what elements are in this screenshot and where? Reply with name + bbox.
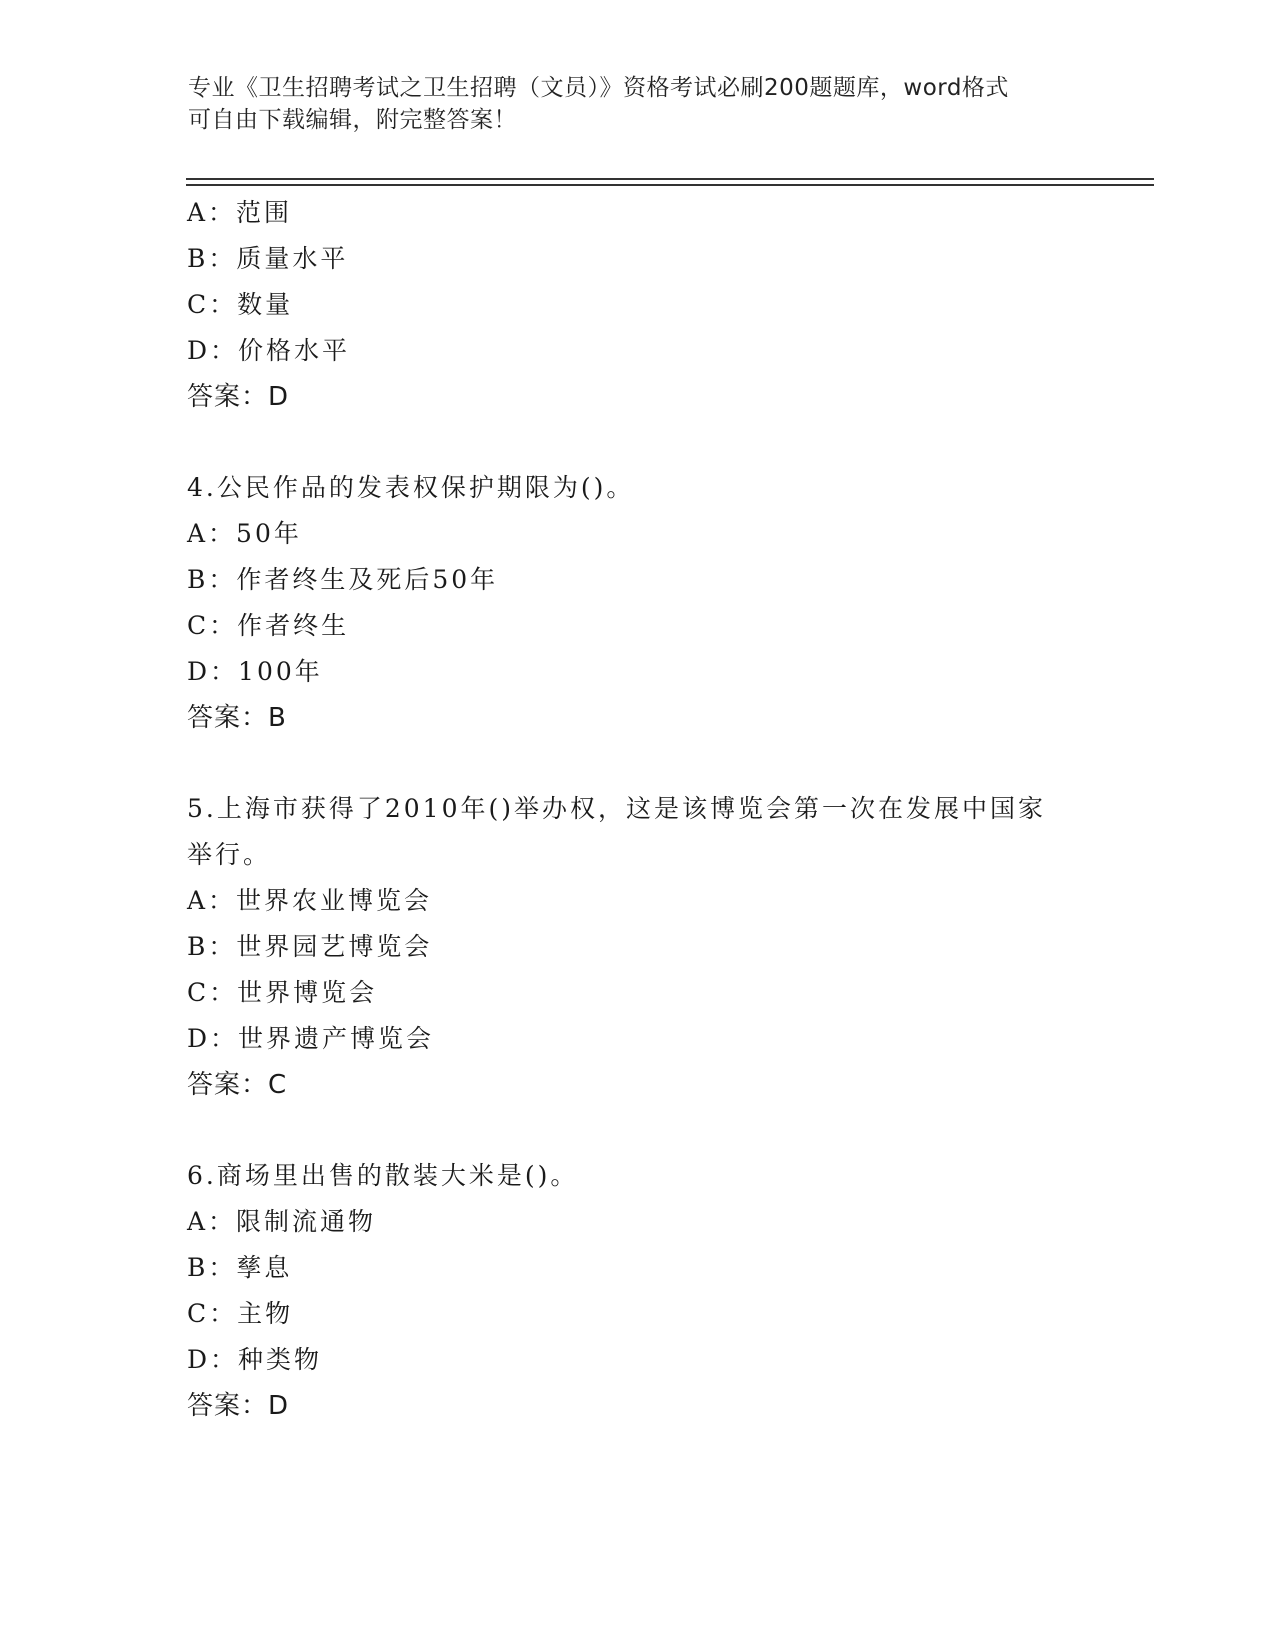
answer: 答案：B <box>187 703 287 733</box>
option-d: D：价格水平 <box>187 336 351 365</box>
option-b: B：质量水平 <box>187 244 349 273</box>
option-b: B：作者终生及死后50年 <box>187 565 499 594</box>
answer: 答案：C <box>187 1070 288 1100</box>
option-c: C：世界博览会 <box>187 978 378 1007</box>
document-header <box>188 72 1068 136</box>
question-text: 6.商场里出售的散装大米是()。 <box>187 1161 579 1190</box>
question-text-line-1: 5.上海市获得了2010年()举办权，这是该博览会第一次在发展中国家 <box>187 794 1046 823</box>
header-rule-top <box>186 178 1154 180</box>
option-a: A：限制流通物 <box>187 1207 377 1236</box>
answer: 答案：D <box>187 382 290 412</box>
header-line-1: 专业《卫生招聘考试之卫生招聘（文员）》资格考试必刷200题题库，word格式 <box>188 75 1009 101</box>
option-b: B：孳息 <box>187 1253 293 1282</box>
option-a: A：世界农业博览会 <box>187 886 433 915</box>
question-6 <box>187 1153 1087 1429</box>
option-a: A：50年 <box>187 519 302 548</box>
question-4 <box>187 465 1087 741</box>
header-line-2: 可自由下载编辑，附完整答案！ <box>188 107 517 133</box>
question-text: 4.公民作品的发表权保护期限为()。 <box>187 473 635 502</box>
option-c: C：数量 <box>187 290 294 319</box>
header-rule-bottom <box>186 184 1154 186</box>
option-d: D：种类物 <box>187 1345 323 1374</box>
question-list <box>187 190 1087 1429</box>
option-a: A：范围 <box>187 198 293 227</box>
option-d: D：100年 <box>187 657 323 686</box>
option-c: C：主物 <box>187 1299 294 1328</box>
option-c: C：作者终生 <box>187 611 350 640</box>
question-text-line-2: 举行。 <box>187 840 272 869</box>
question-5 <box>187 786 1087 1108</box>
answer: 答案：D <box>187 1391 290 1421</box>
option-d: D：世界遗产博览会 <box>187 1024 435 1053</box>
question-3 <box>187 190 1087 420</box>
option-b: B：世界园艺博览会 <box>187 932 433 961</box>
